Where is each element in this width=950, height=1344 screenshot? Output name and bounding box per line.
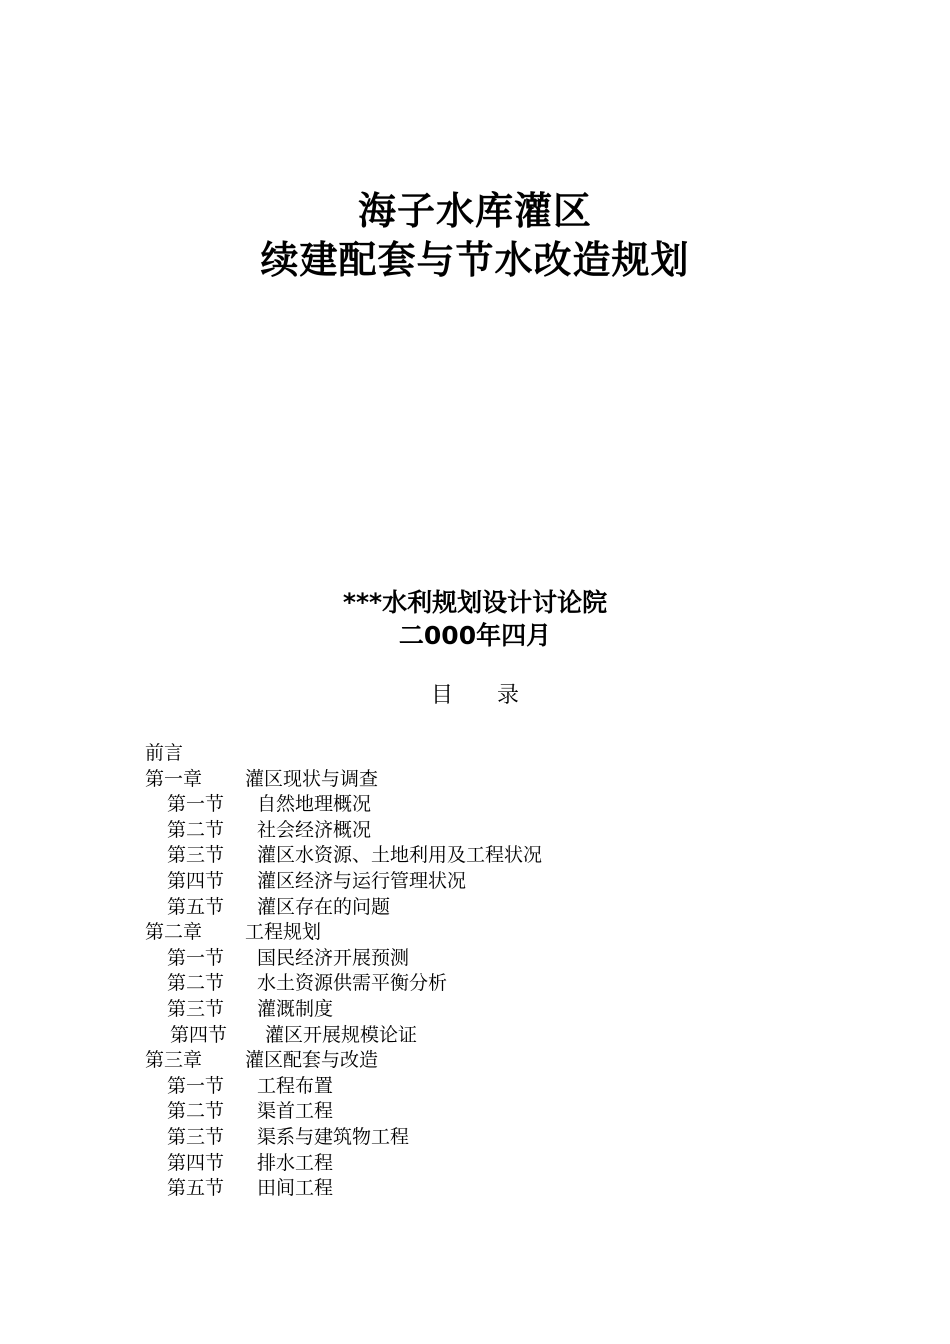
toc-entry-preface[interactable] xyxy=(145,741,795,767)
toc-entry-title: 国民经济开展预测 xyxy=(257,946,410,969)
toc-entry-title: 灌区现状与调查 xyxy=(245,767,379,790)
toc-entry-number: 第三节 xyxy=(167,1125,225,1148)
toc-entry-number: 第三章 xyxy=(145,1049,203,1072)
toc-entry-chapter-3[interactable] xyxy=(145,1048,795,1074)
toc-entry-section[interactable] xyxy=(145,1023,795,1049)
toc-entry-section[interactable] xyxy=(145,1151,795,1177)
toc-entry-title: 田间工程 xyxy=(257,1177,334,1200)
toc-entry-title: 渠系与建筑物工程 xyxy=(257,1125,410,1148)
toc-entry-number: 第二节 xyxy=(167,1100,225,1123)
toc-entry-number: 第二章 xyxy=(145,921,203,944)
toc-entry-title: 自然地理概况 xyxy=(257,793,372,816)
toc-entry-section[interactable] xyxy=(145,869,795,895)
toc-entry-section[interactable] xyxy=(145,1099,795,1125)
toc-heading-right: 录 xyxy=(497,683,520,708)
document-title-line-1: 海子水库灌区 xyxy=(357,189,592,233)
toc-entry-title: 排水工程 xyxy=(257,1151,334,1174)
toc-entry-title: 灌区配套与改造 xyxy=(245,1049,379,1072)
toc-entry-section[interactable] xyxy=(145,1125,795,1151)
toc-entry-number: 第一章 xyxy=(145,767,203,790)
toc-entry-number: 第五节 xyxy=(167,895,225,918)
toc-entry-title: 灌区经济与运行管理状况 xyxy=(257,869,467,892)
toc-entry-section[interactable] xyxy=(145,818,795,844)
toc-entry-number: 第三节 xyxy=(167,997,225,1020)
toc-entry-number: 第四节 xyxy=(167,1151,225,1174)
toc-entry-title: 工程规划 xyxy=(245,921,322,944)
toc-entry-title: 水土资源供需平衡分析 xyxy=(257,972,448,995)
toc-entry-number: 第四节 xyxy=(170,1023,228,1046)
document-title-line-2: 续建配套与节水改造规划 xyxy=(260,238,690,282)
toc-entry-chapter-1[interactable] xyxy=(145,767,795,793)
toc-entry-number: 第一节 xyxy=(167,1074,225,1097)
toc-entry-title: 工程布置 xyxy=(257,1074,334,1097)
toc-entry-section[interactable] xyxy=(145,946,795,972)
toc-entry-title: 社会经济概况 xyxy=(257,818,372,841)
toc-entry-section[interactable] xyxy=(145,1176,795,1202)
toc-entry-title: 灌区水资源、土地利用及工程状况 xyxy=(257,844,543,867)
toc-entry-section[interactable] xyxy=(145,1074,795,1100)
toc-entry-number: 第四节 xyxy=(167,869,225,892)
toc-entry-number: 前言 xyxy=(145,742,184,764)
toc-entry-title: 灌区开展规模论证 xyxy=(265,1023,418,1046)
toc-entry-title: 灌区存在的问题 xyxy=(257,895,391,918)
toc-entry-number: 第二节 xyxy=(167,818,225,841)
toc-entry-section[interactable] xyxy=(145,895,795,921)
toc-entry-section[interactable] xyxy=(145,792,795,818)
toc-entry-section[interactable] xyxy=(145,997,795,1023)
toc-entry-number: 第三节 xyxy=(167,844,225,867)
table-of-contents xyxy=(145,741,795,1202)
toc-entry-section[interactable] xyxy=(145,843,795,869)
toc-heading-left: 目 xyxy=(430,683,453,708)
toc-entry-chapter-2[interactable] xyxy=(145,920,795,946)
toc-entry-number: 第一节 xyxy=(167,946,225,969)
toc-entry-section[interactable] xyxy=(145,971,795,997)
toc-heading xyxy=(0,681,950,711)
toc-entry-title: 渠首工程 xyxy=(257,1100,334,1123)
organization-name: ***水利规划设计讨论院 xyxy=(342,588,608,617)
toc-entry-number: 第二节 xyxy=(167,972,225,995)
toc-entry-number: 第一节 xyxy=(167,793,225,816)
toc-entry-number: 第五节 xyxy=(167,1177,225,1200)
publication-date: 二000年四月 xyxy=(398,621,552,650)
toc-entry-title: 灌溉制度 xyxy=(257,997,334,1020)
